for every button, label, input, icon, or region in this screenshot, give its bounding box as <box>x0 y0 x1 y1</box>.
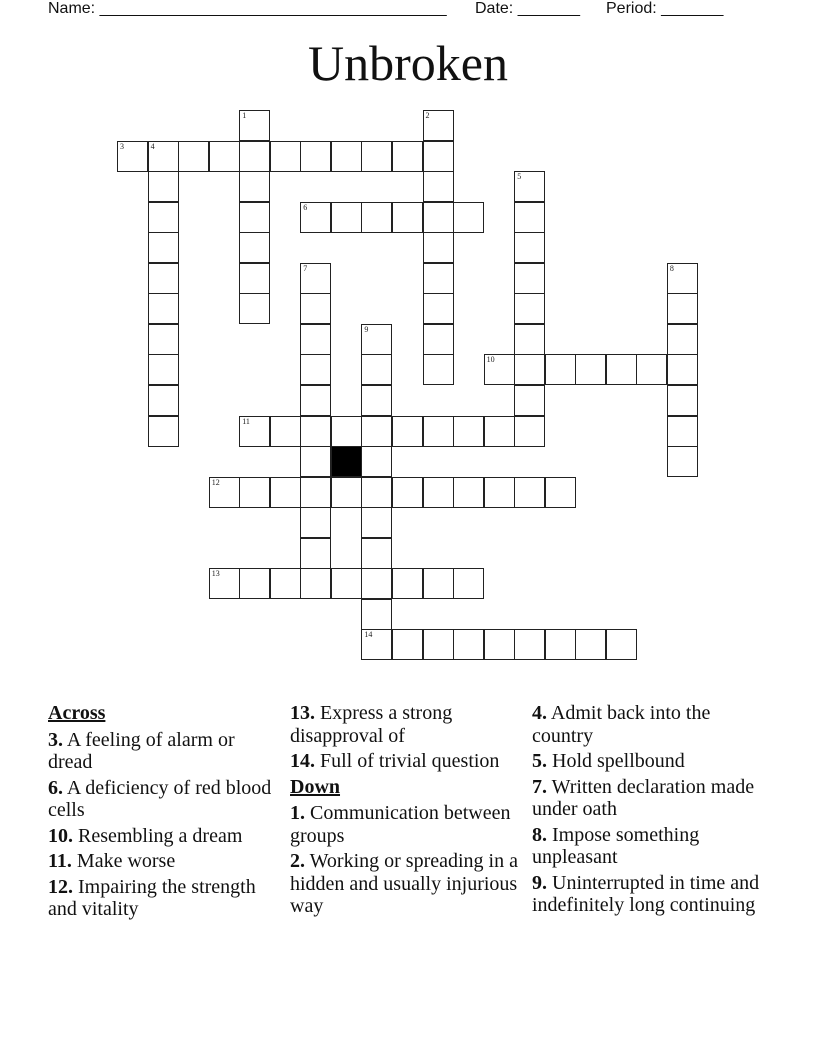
grid-cell[interactable] <box>423 171 454 202</box>
grid-cell[interactable] <box>514 324 545 355</box>
clue-across-6: 6. A deficiency of red blood cells <box>48 776 272 821</box>
clue-number: 14 <box>364 630 373 640</box>
clue-number: 5 <box>517 172 522 182</box>
grid-cell[interactable] <box>209 477 240 508</box>
grid-cell[interactable] <box>667 385 698 416</box>
grid-cell[interactable] <box>545 354 576 385</box>
grid-cell[interactable] <box>423 354 454 385</box>
clue-across-11: 11. Make worse <box>48 850 176 872</box>
grid-cell[interactable] <box>178 141 209 172</box>
grid-cell[interactable] <box>331 568 362 599</box>
grid-cell[interactable] <box>331 416 362 447</box>
grid-cell[interactable] <box>300 416 331 447</box>
grid-cell[interactable] <box>300 507 331 538</box>
grid-cell[interactable] <box>361 477 392 508</box>
grid-cell[interactable] <box>423 110 454 141</box>
grid-cell[interactable] <box>331 477 362 508</box>
grid-cell[interactable] <box>148 171 179 202</box>
clue-down-7: 7. Written declaration made under oath <box>532 775 755 820</box>
grid-cell[interactable] <box>361 538 392 569</box>
clue-number: 1 <box>242 111 247 120</box>
clue-across-14: 14. Full of trivial question <box>290 750 500 772</box>
grid-cell[interactable] <box>514 629 545 660</box>
grid-cell[interactable] <box>484 629 515 660</box>
grid-cell[interactable] <box>239 171 270 202</box>
grid-cell[interactable] <box>514 171 545 202</box>
grid-cell[interactable] <box>239 232 270 263</box>
grid-cell[interactable] <box>361 385 392 416</box>
grid-cell[interactable] <box>331 202 362 233</box>
clue-down-5: 5. Hold spellbound <box>532 750 685 772</box>
name-field[interactable]: Name: _______________________________________ <box>48 0 447 17</box>
grid-cell[interactable] <box>667 293 698 324</box>
grid-cell[interactable] <box>239 110 270 141</box>
grid-cell[interactable] <box>453 568 484 599</box>
grid-cell[interactable] <box>423 629 454 660</box>
clue-number: 9 <box>364 324 369 334</box>
clue-number: 10 <box>486 355 495 365</box>
grid-cell[interactable] <box>575 629 606 660</box>
clue-number: 4 <box>150 141 155 151</box>
grid-cell[interactable] <box>300 385 331 416</box>
grid-cell[interactable] <box>667 263 698 294</box>
grid-cell[interactable] <box>453 202 484 233</box>
grid-cell[interactable] <box>331 141 362 172</box>
grid-cell[interactable] <box>545 629 576 660</box>
clue-number: 2 <box>425 111 430 120</box>
clue-number: 11 <box>242 416 250 426</box>
grid-cell[interactable] <box>392 141 423 172</box>
grid-cell[interactable] <box>270 568 301 599</box>
grid-cell[interactable] <box>361 202 392 233</box>
student-info-line <box>48 0 768 20</box>
grid-cell[interactable] <box>514 416 545 447</box>
grid-cell[interactable] <box>361 446 392 477</box>
clues-column-1 <box>48 702 276 924</box>
clue-down-4: 4. Admit back into the country <box>532 702 711 747</box>
grid-cell[interactable] <box>361 416 392 447</box>
grid-cell[interactable] <box>423 232 454 263</box>
grid-cell[interactable] <box>148 202 179 233</box>
grid-cell[interactable] <box>392 202 423 233</box>
grid-cell[interactable] <box>300 141 331 172</box>
grid-cell[interactable] <box>392 416 423 447</box>
grid-cell[interactable] <box>300 324 331 355</box>
grid-cell[interactable] <box>423 568 454 599</box>
grid-cell[interactable] <box>148 385 179 416</box>
grid-cell[interactable] <box>361 141 392 172</box>
clue-number: 7 <box>303 263 308 273</box>
period-field[interactable]: Period: _______ <box>606 0 724 17</box>
grid-cell[interactable] <box>239 293 270 324</box>
grid-cell[interactable] <box>423 477 454 508</box>
clue-down-8: 8. Impose something unpleasant <box>532 823 700 868</box>
grid-cell[interactable] <box>514 232 545 263</box>
clues-column-2 <box>290 702 530 921</box>
grid-cell[interactable] <box>423 141 454 172</box>
grid-cell[interactable] <box>423 324 454 355</box>
grid-cell[interactable] <box>392 477 423 508</box>
grid-cell[interactable] <box>239 202 270 233</box>
grid-cell[interactable] <box>300 477 331 508</box>
grid-cell[interactable] <box>545 477 576 508</box>
grid-cell[interactable] <box>606 354 637 385</box>
grid-cell[interactable] <box>239 568 270 599</box>
grid-cell[interactable] <box>239 141 270 172</box>
grid-cell[interactable] <box>423 293 454 324</box>
grid-cell[interactable] <box>270 477 301 508</box>
grid-cell[interactable] <box>148 324 179 355</box>
clue-across-12: 12. Impairing the strength and vitality <box>48 875 256 920</box>
clue-across-13: 13. Express a strong disapproval of <box>290 702 453 747</box>
grid-cell[interactable] <box>514 202 545 233</box>
grid-cell[interactable] <box>667 324 698 355</box>
grid-cell[interactable] <box>361 507 392 538</box>
grid-cell[interactable] <box>300 538 331 569</box>
grid-cell[interactable] <box>148 293 179 324</box>
grid-cell[interactable] <box>575 354 606 385</box>
grid-cell[interactable] <box>239 477 270 508</box>
grid-cell[interactable] <box>636 354 667 385</box>
clue-number: 3 <box>120 141 124 151</box>
grid-cell[interactable] <box>270 141 301 172</box>
clue-number: 6 <box>303 202 308 212</box>
grid-cell[interactable] <box>300 263 331 294</box>
clue-down-1: 1. Communication between groups <box>290 802 511 847</box>
grid-cell[interactable] <box>300 568 331 599</box>
grid-cell[interactable] <box>300 446 331 477</box>
clue-across-10: 10. Resembling a dream <box>48 824 243 847</box>
grid-cell[interactable] <box>484 416 515 447</box>
black-cell <box>331 446 362 477</box>
grid-cell[interactable] <box>453 629 484 660</box>
grid-cell[interactable] <box>270 416 301 447</box>
grid-cell[interactable] <box>392 629 423 660</box>
grid-cell[interactable] <box>484 354 515 385</box>
grid-cell[interactable] <box>453 477 484 508</box>
grid-cell[interactable] <box>667 416 698 447</box>
grid-cell[interactable] <box>300 354 331 385</box>
grid-cell[interactable] <box>117 141 148 172</box>
grid-cell[interactable] <box>239 416 270 447</box>
clues-column-3 <box>532 702 772 920</box>
grid-cell[interactable] <box>148 263 179 294</box>
grid-cell[interactable] <box>514 385 545 416</box>
grid-cell[interactable] <box>239 263 270 294</box>
grid-cell[interactable] <box>423 263 454 294</box>
clue-number: 8 <box>669 263 674 273</box>
clue-across-3: 3. A feeling of alarm or dread <box>48 728 235 773</box>
grid-cell[interactable] <box>361 629 392 660</box>
grid-cell[interactable] <box>667 354 698 385</box>
grid-cell[interactable] <box>667 446 698 477</box>
grid-cell[interactable] <box>300 293 331 324</box>
grid-cell[interactable] <box>209 141 240 172</box>
grid-cell[interactable] <box>514 477 545 508</box>
clue-down-9: 9. Uninterrupted in time and indefinitely long continuing <box>532 871 760 916</box>
grid-cell[interactable] <box>392 568 423 599</box>
grid-cell[interactable] <box>361 324 392 355</box>
puzzle-title: Unbroken <box>308 35 508 91</box>
grid-cell[interactable] <box>148 232 179 263</box>
grid-cell[interactable] <box>423 202 454 233</box>
grid-cell[interactable] <box>361 599 392 630</box>
grid-cell[interactable] <box>514 293 545 324</box>
down-heading: Down <box>290 775 341 798</box>
grid-cell[interactable] <box>300 202 331 233</box>
date-field[interactable]: Date: _______ <box>475 0 580 17</box>
clue-number: 12 <box>211 477 220 487</box>
across-heading: Across <box>48 702 106 724</box>
grid-cell[interactable] <box>453 416 484 447</box>
clue-down-2: 2. Working or spreading in a hidden and usually injurious way <box>290 850 518 917</box>
grid-cell[interactable] <box>361 568 392 599</box>
grid-cell[interactable] <box>148 141 179 172</box>
grid-cell[interactable] <box>148 354 179 385</box>
grid-cell[interactable] <box>361 354 392 385</box>
clue-number: 13 <box>211 569 220 579</box>
grid-cell[interactable] <box>514 263 545 294</box>
grid-cell[interactable] <box>148 416 179 447</box>
grid-cell[interactable] <box>423 416 454 447</box>
grid-cell[interactable] <box>484 477 515 508</box>
grid-cell[interactable] <box>209 568 240 599</box>
grid-cell[interactable] <box>606 629 637 660</box>
grid-cell[interactable] <box>514 354 545 385</box>
